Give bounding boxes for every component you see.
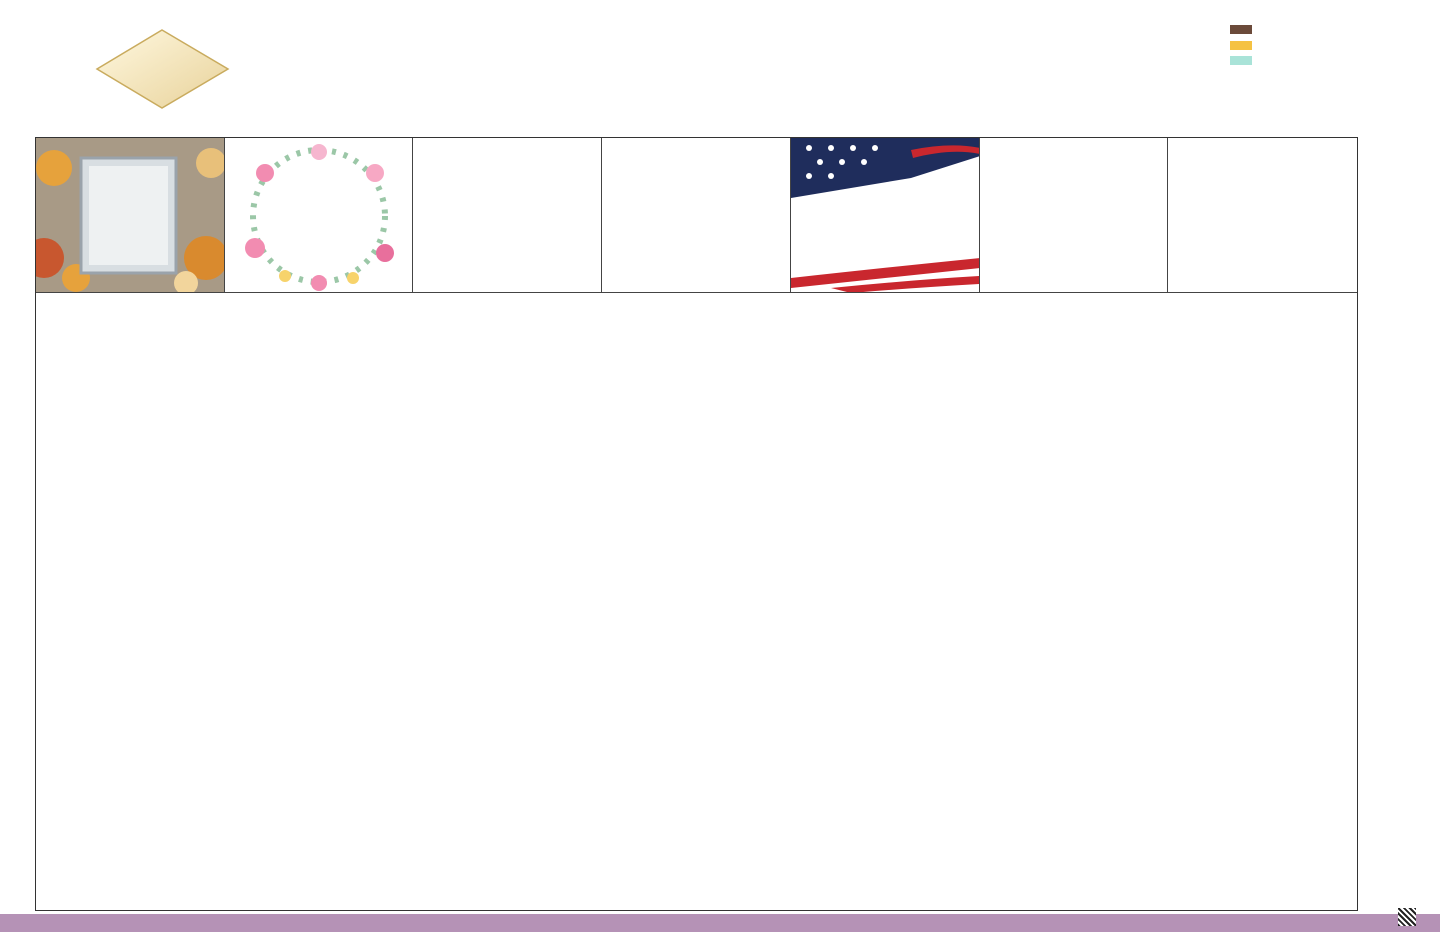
american-flag-icon (791, 138, 980, 293)
cell-staff-birthdays (602, 138, 791, 293)
flowers-frame-icon (36, 138, 225, 293)
legend-item-outing (1230, 53, 1257, 69)
cell-resident-birthdays (413, 138, 602, 293)
legend-swatch (1230, 41, 1252, 50)
calendar-grid (35, 137, 1358, 911)
floral-wreath-icon (225, 138, 414, 293)
cell-memorial-day-art (791, 138, 980, 293)
legend-swatch (1230, 25, 1252, 34)
gaines-park-logo (95, 28, 230, 110)
cell-happy-may-art (36, 138, 225, 293)
footer-bar (0, 914, 1440, 932)
day-cell-1 (980, 138, 1169, 293)
logo-diamond-icon (95, 28, 230, 110)
staff-birthdays-title (602, 138, 790, 142)
legend-swatch (1230, 56, 1252, 65)
resident-birthdays-title (413, 138, 601, 142)
qr-code-icon (1398, 908, 1416, 926)
legend (1230, 22, 1257, 84)
cell-mothers-day-art (225, 138, 414, 293)
legend-item-music (1230, 69, 1257, 85)
legend-item-shopping (1230, 38, 1257, 54)
legend-item-church (1230, 22, 1257, 38)
day-cell-2 (1168, 138, 1357, 293)
